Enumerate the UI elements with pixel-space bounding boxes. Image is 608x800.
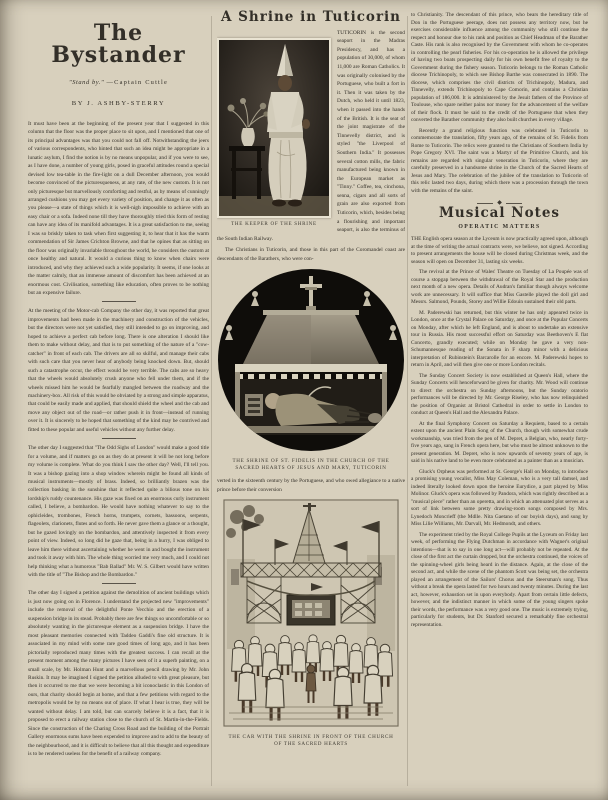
section-title: Musical Notes [438,205,561,221]
paragraph-divider [102,438,136,439]
article-paragraph: THE English opera season at the Lyceum is now practically agreed upon, although at the time of writing the actual contracts were, we believe, not signed. According to present arrangements the house will be closed during Christmas week, and the season will open on December 31, lasting six weeks. [411,236,588,265]
article-paragraph: The experiment tried by the Royal College Pupils at the Lyceum on Friday last week, of performing the Flying Dutchman in accordance with Wagner's original intentions—that is to say in one long act—will probably not be repeated. At the close of the first act the curtain dropped, but the orchestra continued, the voices of the spinning-wheel girls being heard in the distance. Again, at the close of the second act, and while the scene of the phantom Scott was being set, the orchestra played an arrangement of the Sailors' Chorus and the Steersman's song. Thus without a break the opera lasted for two hours and twenty minutes. During the last act, however, exhaustion set in upon everybody. Apart from certain little defects, however, and the indistinct manner in which some of the young singers spoke their words, the performance was a very good one. The music is extremely trying, particularly for students, but Dr. Stanford secured a remarkably fine orchestral representation. [411,531,588,628]
article-paragraph: The Christians in Tuticorin, and those in this part of the Coromandel coast are descendants of the Barathers, who were con- [217,247,405,263]
column-rule-left [211,16,212,786]
masthead-title: The Bystander [51,20,186,68]
byline: BY J. ASHBY-STERRY [71,100,166,108]
article-paragraph: M. Paderewski has returned, but this winter he has only appeared twice in London, once at the Crystal Palace on Saturday, and once at the Popular Concerts on Monday, after which he left England, and is about to undertake an extensive tour in Russia. His most successful effort on Saturday was Beethoven's E flat Concerto, grandly executed; while on Monday he gave a very non-Schumannesque reading of the Sonata in F sharp minor with a delicious interpretation of Rubinstein's Barcarolle for an encore. M. Paderewski hopes to return in April, and will then give one or more London recitals. [411,309,588,368]
masthead-motto [28,79,209,87]
left-column [28,0,209,796]
article-paragraph: At the meeting of the Motor-cab Company the other day, it was reported that great improvements had been made in the machinery and construction of the vehicles, but the directors were not yet satisfied, they still intended to go on improving, and hoped to achieve a perfect cab before long. There is one alteration I should like them to make without delay, and that is to put something of the nature of a "cow-catcher" in front of each cab. The drivers are all so skilful, and manage their cabs with such care that you never hear of anybody being knocked down. But, should such a catastrophe occur, the effect would be very terrible. The cabs are so heavy that the wheels would absolutely crush anyone who fell under them, and if the wheels missed him he would be fearfully mangled between the roadway and the machinery-box. All risk of this would be obviated by a strong and simple apparatus, that could be easily made and applied, that should shield the wheel and the cab and move any object out of the road—or rather push it in front—instead of running over it. It is sincerely to be hoped that something of the kind may be contrived and fitted to these popular and useful vehicles without any further delay. [28,308,209,433]
middle-column [217,0,405,796]
article-paragraph: The other day I suggested that "The Odd Sighs of London" would make a good title for a volume, and if matters go on as they do at present it will be not long before my volume is complete. What do you think I saw the other day? Well, I'll tell you. It was a bishop gazing into a shop window wherein might be found all kinds of musical instruments—mostly of brass. Indeed, so brilliantly brazen was the collection basking in the sunshine that it reflected quite a bilious tone on his lordship's ruddy countenance. His gaze was fixed on an enormous curly instrument called, I believe, a bombardon. He would have nothing whatever to say to the ophicleides, trombones, French horns, trumpets, cornets, bassoons, serpents, flageolets, clarionets, flutes and so forth. He never gave them a glance or a thought, but he gazed lovingly on the bombardon, and attentively inspected it from every point of view. Indeed, so long did he gaze that, being in a hurry, I was obliged to leave him there without ascertaining whether he went in and bought the instrument and took it away with him. The whole thing worried me very much, and I could not help thinking what a humorous "Bab Ballad" Mr. W. S. Gilbert would have written with the title of "The Bishop and the Bombardon." [28,445,209,579]
article-paragraph: verted in the sixteenth century by the Portuguese, and who owed allegiance to a native prince before their conversion [217,478,405,493]
section-subhead: OPERATIC MATTERS [458,223,541,230]
keeper-caption: THE KEEPER OF THE SHRINE [231,220,317,227]
keeper-photo-block [217,38,331,228]
motto-quote: "Stand by." [68,79,105,86]
shrine-photo [217,268,405,456]
car-caption: THE CAR WITH THE SHRINE IN FRONT OF THE CHURCH OF THE SACRED HEARTS [228,734,394,747]
keeper-photo [217,38,331,218]
article-paragraph: Recently a grand religious function was celebrated in Tuticorin to commemorate the translation, fifty years ago, of the remains of St. Fidelis from Rome to Tuticorin. The relics were granted to the Christians of Southern India by Pope Gregory XVI. The saint was a Martyr of the Primitive Church, and his remains are regarded with singular veneration in Tuticorin, where they are carefully preserved in a handsome shrine in the Church of the Sacred Hearts of Jesus and Mary. The celebration of the jubilee of the translation to Tuticorin of this relic lasted two days, during which there was a procession through the town with the remains of the saint. [411,127,588,194]
article-paragraph: Gluck's Orpheus was performed at St. George's Hall on Monday, to introduce a promising young vocalist, Miss May Coleman, who is a very tall damsel, and indeed literally looked down upon the heroine Eurydice, a part played by Miss Molinor. Gluck's opera was followed by Pandora, which was rightly described as a "musical piece" rather than an operetta, and in which an attenuated plot serves as a sort of link between some pretty drawing-room songs composed by Mrs. Lynedoch Moncrieff (the Mdlle. Nita Gaetano of our boyish days), and sung by Miss Lilie Williams, Mr. Darvall, Mr. Hedmondt, and others. [411,468,588,527]
divider-line [506,203,522,204]
keeper-photo-illustration [219,40,329,216]
diamond-ornament-icon: ◆ [497,200,502,206]
article-paragraph: It must have been at the beginning of the present year that I suggested in this column that the floor was the proper place to sit upon, and I mentioned that one of its principal advantages was that you could not fall off. Notwithstanding the jeers of various correspondents, who hinted that such an idea might be appropriate in a lunatic asylum, I find the notion is by no means unpopular, and if you were to see, as I have done, a number of young girls, posed in graceful attitudes round a special devised low tea-table in the fire-light on a dull December afternoon, you would become convinced of the picturesqueness, at any rate, of the new custom. It is not only picturesque but marvellously comforting and restful, as by means of cunningly arranged cushions you may get every variety of position, and change it as often as you please—a state of things which it is well-nigh impossible to achieve with an easy chair or a sofa. Indeed none till they have thoroughly tried this form of resting can have any idea of its manifold advantages. It is a great satisfaction to me, seeing I was so briskly taken to task when first suggesting it, to hear that it has the warm commendation of Sir James Crichton Browne, and that he opines that as sitting on the floor was originally invariable throughout the world, he considers the custom at once healthy and natural. It would a curious thing to know when chairs were introduced, and why they achieved such a wide popularity. It seems, if one looks at the matter calmly, that an immense amount of discomfort has been achieved at an enormous cost. Civilisation, something like education, often proves to be nothing but an expensive failure. [28,120,209,296]
motto-attribution: —Captain Cuttle [106,79,169,86]
article-paragraph: The Sunday Concert Society is now established at Queen's Hall, where the Sunday Concerts will henceforward be given for charity. Mr. Wood will continue to direct the orchestra on Sunday afternoons, but the Sunday oratorio performances will be directed by Mr. George Riseley, who has now relinquished the position of Organist at Bristol Cathedral in order to settle in London to conduct at Queen's Hall and the Alexandra Palace. [411,372,588,416]
divider-line [477,203,493,204]
column-rule-right [407,16,408,786]
article-title: A Shrine in Tuticorin [221,9,401,25]
right-column [411,0,588,796]
paragraph-divider [102,301,136,302]
article-paragraph: At the final Symphony Concert on Saturday a Requiem, based to a certain extent upon the ancient Plain Song of the Church, though with somewhat crude workmanship, was tried from the pen of M. Depret, a Belgian, who, nearly forty-five years ago, sang in French opera here, but who must be almost unknown to the present generation. M. Depret, who is now upwards of seventy years of age, is said in his native land to be even more celebrated as a painter than as a musician. [411,420,588,464]
article-paragraph: to Christianity. The descendant of this prince, who bears the hereditary title of Don in the Portuguese peerage, does not possess any territory now, but he exercises considerable influence among the community who still continue the respect and honour due to his rank and position as Chief Headman of the Barather Caste. His rank is also recognised by the Government with whom he co-operates in controlling the pearl fisheries. For his co-operation he is allowed the privilege of having two boats prospecting daily for his own benefit free of royalty to the Government during the fishery season. Tuticorin belongs to the Roman Catholic diocese Trichinopoly, to which see Bishop Barthe was consecrated in 1890. The diocese, which comprises the civil districts of Trichinopoly, Madura, and Tinnevelly, extends Trichinopoly to Cape Comorin, and contains a Christian population of 186,000. It is administered by the Jesuit fathers of the Province of Toulouse, who spare neither pains nor money for the advancement of the welfare of their flock. It must be said to the credit of the Portuguese that when they converted the Barather community they also built churches in every village. [411,12,588,123]
car-photo [223,499,399,731]
car-illustration [223,499,399,727]
shrine-caption: THE SHRINE OF ST. FIDELIS IN THE CHURCH OF THE SACRED HEARTS OF JESUS AND MARY, TUTICORIN [232,458,390,472]
article-paragraph: The other day I signed a petition against the demolition of ancient buildings which is just now going on in Florence. I understand the projected new "improvements" include the removal of the delightful Ponte Vecchio and the erection of a suspension bridge in its stead. Probably there are few things so uncomfortable or so absolutely wanting in the picturesque element as a suspension bridge. I have the most pleasant memories connected with Taddeo Gaddi's fine old structure. It is associated in my mind with some rare good times of long ago, and it has been pictorially reproduced many times with the greatest success. I can recall at the present moment among the many pictures I have seen of it a superb painting, on a small scale, by Mr. Holman Hunt and a marvellous pencil drawing by Mr. John Ruskin. It may be imagined I signed the petition alluded to with great pleasure, but then it occurred to me that we were becoming a bit iconoclastic in this London of ours, that charity should begin at home, and that a few petitions with regard to the metropolis would be by no means out of place. If what I hear is true, they will be wanted without delay. I am told, but can scarcely believe it is a fact, that it is proposed to erect a railway station close to the church of St. Martin-in-the-Fields. Since the construction of the Charing Cross Road and the building of the Portrait Gallery enormous sums have been expended to improve and to add to the beauty of the neighbourhood, and it is difficult to believe that all this thought and expenditure is to be rendered useless for the benefit of a railway company. [28,590,209,758]
article-paragraph: TUTICORIN is the second seaport in the Madras Presidency, and has a population of 30,000, of whom 11,000 are Roman Catholics. It was originally colonised by the Portuguese, who built a fort in it. Then it was taken by the Dutch, who held it until 1823, when it passed into the hands of the British. It is the seat of the joint magistrate of the Tinnevelly district, and is styled "the Liverpool of Southern India." It possesses several cotton mills, the fabric manufactured being known in the European market as "Tinny." Coffee, tea, cinchona, senna, cigars and all sorts of grain are also exported from Tuticorin, which, besides being a flourishing and important seaport, is also the terminus of the South Indian Railway. [217,29,405,242]
shrine-photo-illustration [217,268,405,452]
paragraph-divider [102,583,136,584]
article-paragraph: The revival at the Prince of Wales' Theatre on Tuesday of La Poupée was of course a stopgap between the withdrawal of the Royal Star and the production next month of a new opera. Details of Audran's familiar though always welcome work are unnecessary. It will suffice that Miss Gastelle played the doll girl and Messrs. Salmond, Pounds, Storey and Willie Edouin sustained their old parts. [411,269,588,305]
